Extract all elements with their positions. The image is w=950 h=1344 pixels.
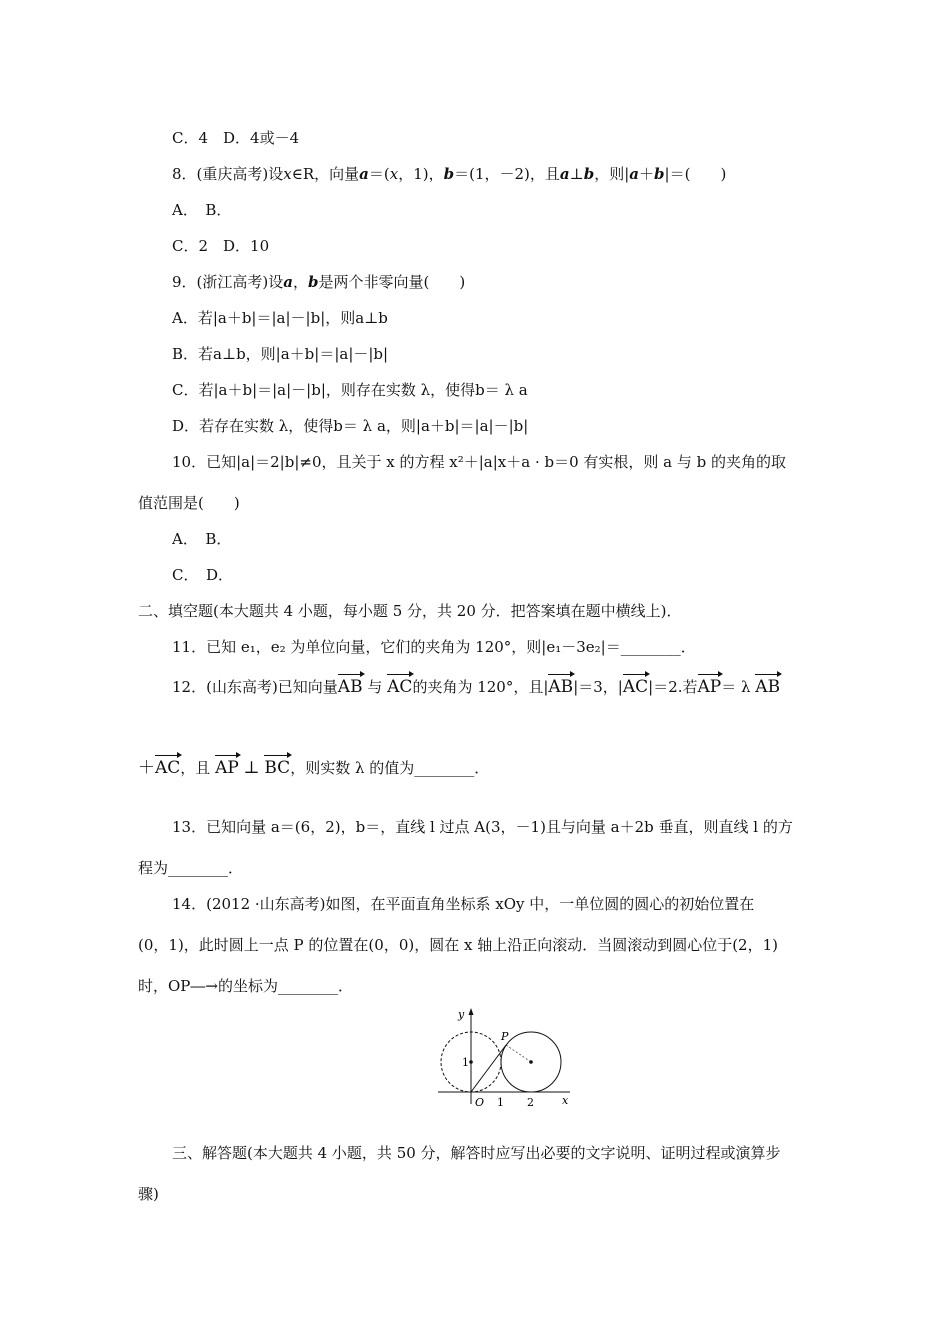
vector-ab: AB: [338, 673, 363, 697]
initial-center-dot: [469, 1060, 473, 1064]
vector-ab: AB: [548, 673, 573, 697]
text-seg: ⊥: [569, 165, 584, 183]
q13-stem-line1: 13．已知向量 a＝(6，2)，b＝，直线 l 过点 A(3，－1)且与向量 a＋2b 垂直，则直线 l 的方: [172, 818, 793, 836]
text-seg: ，则|: [594, 165, 630, 183]
x-label: x: [562, 1094, 569, 1107]
p-label: P: [501, 1030, 509, 1043]
text-seg: |＝3，|: [573, 678, 623, 696]
q12-stem-line1: [172, 673, 780, 697]
text-seg: 与: [367, 678, 383, 696]
q8-stem: [172, 164, 726, 184]
q9-stem: [172, 272, 465, 292]
q9-option-a: A．若|a＋b|＝|a|－|b|，则a⊥b: [172, 309, 388, 327]
q14-stem-line3: 时，OP―→的坐标为________．: [138, 977, 353, 995]
q8-options-ab: A． B．: [172, 201, 232, 219]
text-seg: ，: [292, 273, 308, 291]
text-seg: ，1)，: [398, 165, 444, 183]
text-seg: ＝(: [368, 165, 390, 183]
tick-2-label: 2: [527, 1096, 534, 1109]
vector-ac: AC: [387, 673, 412, 697]
text-seg: 8．(重庆高考)设: [172, 165, 284, 183]
section-3-heading-line2: 骤): [138, 1185, 159, 1203]
text-seg: ∈R，向量: [291, 165, 360, 183]
q8-options-cd: C．2 D．10: [172, 237, 270, 255]
q9-option-b: B．若a⊥b，则|a＋b|＝|a|－|b|: [172, 345, 389, 363]
vector-ab: AB: [755, 673, 780, 697]
text-seg: ＋: [138, 758, 155, 778]
text-seg: ＋: [639, 165, 655, 183]
q10-stem-line2: 值范围是( ): [138, 494, 240, 512]
q7-options-cd: C．4 D．4或－4: [172, 129, 300, 147]
q10-stem-line1: 10．已知|a|＝2|b|≠0，且关于 x 的方程 x²＋|a|x＋a · b＝0 有实根，则 a 与 b 的夹角的取: [172, 453, 787, 471]
text-seg: ，且: [180, 759, 211, 777]
vector-bc: BC: [264, 754, 290, 778]
text-seg: ⊥: [243, 758, 260, 778]
segment-p-center: [506, 1045, 531, 1062]
q10-options-cd: C． D．: [172, 566, 234, 584]
y-label: y: [458, 1008, 465, 1021]
text-seg: ，则实数 λ 的值为________．: [290, 759, 490, 777]
one-y-label: 1: [462, 1056, 469, 1069]
vector-ac: AC: [623, 673, 648, 697]
vec-a: a: [559, 165, 570, 183]
text-seg: 的夹角为 120°，且|: [412, 678, 549, 696]
q9-option-c: C．若|a＋b|＝|a|－|b|，则存在实数 λ，使得b＝ λ a: [172, 381, 528, 399]
section-2-heading: 二、填空题(本大题共 4 小题，每小题 5 分，共 20 分．把答案填在题中横线上)．: [138, 602, 682, 620]
var-x: x: [389, 165, 399, 183]
q10-options-ab: A． B．: [172, 530, 232, 548]
vec-b: b: [583, 165, 595, 183]
vec-a: a: [283, 273, 293, 291]
text-seg: 9．(浙江高考)设: [172, 273, 284, 291]
y-axis-arrow: [469, 1008, 474, 1015]
section-3-heading-line1: 三、解答题(本大题共 4 小题，共 50 分，解答时应写出必要的文字说明、证明过程或演算步: [172, 1144, 781, 1162]
q14-stem-line1: 14．(2012 ·山东高考)如图，在平面直角坐标系 xOy 中，一单位圆的圆心的初始位置在: [172, 895, 755, 913]
q11-stem: 11．已知 e₁，e₂ 为单位向量，它们的夹角为 120°，则|e₁－3e₂|＝________．: [172, 638, 696, 656]
text-seg: 是两个非零向量( ): [318, 273, 466, 291]
q14-stem-line2: (0，1)，此时圆上一点 P 的位置在(0，0)，圆在 x 轴上沿正向滚动．当圆滚动到圆心位于(2，1): [138, 936, 779, 954]
vec-b: b: [654, 165, 665, 183]
tick-1-label: 1: [497, 1096, 504, 1109]
o-label: O: [475, 1096, 485, 1109]
vector-ac: AC: [155, 754, 180, 778]
vector-ap: AP: [698, 673, 722, 697]
var-x: x: [283, 165, 292, 183]
vec-a: a: [359, 165, 369, 183]
q9-option-d: D．若存在实数 λ，使得b＝ λ a，则|a＋b|＝|a|－|b|: [172, 417, 529, 435]
q13-stem-line2: 程为________．: [138, 859, 244, 877]
text-seg: ＝(1，－2)，且: [454, 165, 560, 183]
vec-a: a: [629, 165, 640, 183]
text-seg: |＝( ): [664, 165, 727, 183]
vec-b: b: [443, 165, 455, 183]
text-seg: ＝ λ: [721, 678, 751, 696]
text-seg: |＝2.若: [648, 678, 698, 696]
vector-ap: AP: [215, 754, 239, 778]
text-seg: 12．(山东高考)已知向量: [172, 678, 338, 696]
vec-b: b: [308, 273, 319, 291]
q12-stem-line2: [138, 754, 489, 778]
q14-figure: [430, 1004, 580, 1114]
